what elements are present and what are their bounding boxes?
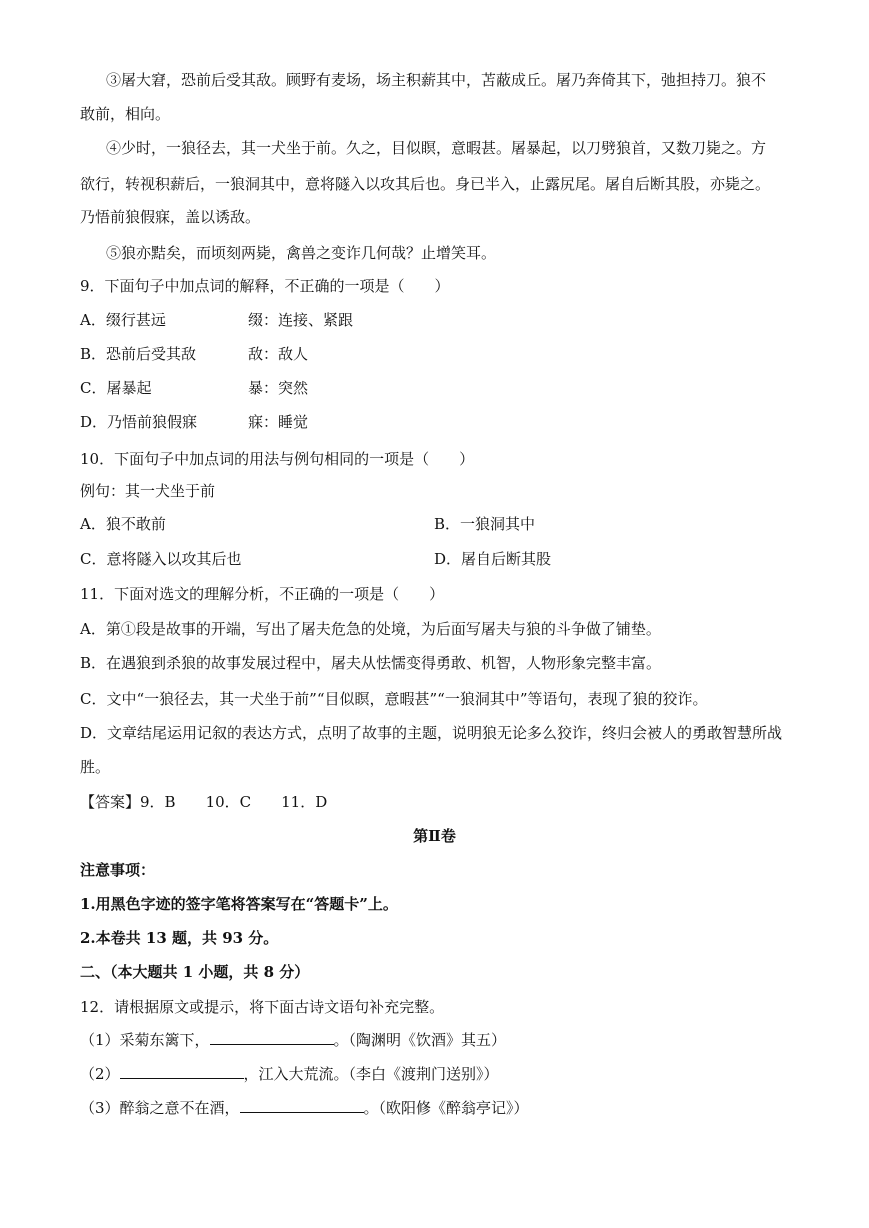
q10-option-d: D．屠自后断其股 — [434, 550, 552, 568]
q10-option-c: C．意将隧入以攻其后也 — [80, 550, 242, 568]
passage-paragraph-4-cont2: 乃悟前狼假寐，盖以诱敌。 — [80, 208, 261, 226]
q11-option-a: A．第①段是故事的开端，写出了屠夫危急的处境，为后面写屠夫与狼的斗争做了铺垫。 — [80, 620, 661, 638]
q9-option-c-gloss: 暴：突然 — [248, 379, 309, 397]
passage-paragraph-3: ③屠大窘，恐前后受其敌。顾野有麦场，场主积薪其中，苫蔽成丘。屠乃奔倚其下，弛担持刀。狼不 — [106, 71, 767, 89]
notice-title: 注意事项： — [80, 861, 156, 879]
q11-option-d-cont: 胜。 — [80, 758, 111, 776]
answer-key: 【答案】9．B 10．C 11．D — [80, 793, 328, 811]
q12-item-3-suffix: 。（欧阳修《醉翁亭记》） — [363, 1099, 529, 1117]
q12-item-1-suffix: 。（陶渊明《饮酒》其五） — [333, 1031, 507, 1049]
notice-item-2: 2.本卷共 13 题，共 93 分。 — [80, 929, 279, 947]
question-12-stem: 12．请根据原文或提示，将下面古诗文语句补充完整。 — [80, 998, 445, 1016]
question-10-stem: 10．下面句子中加点词的用法与例句相同的一项是（ ） — [80, 450, 475, 468]
q9-option-d-gloss: 寐：睡觉 — [248, 413, 309, 431]
q9-option-b: B．恐前后受其敌 — [80, 345, 197, 363]
passage-paragraph-4-cont: 欲行，转视积薪后，一狼洞其中，意将隧入以攻其后也。身已半入，止露尻尾。屠自后断其股，亦毙之。 — [80, 175, 771, 193]
notice-item-1: 1.用黑色字迹的签字笔将答案写在“答题卡”上。 — [80, 895, 398, 913]
q10-option-b: B．一狼洞其中 — [434, 515, 536, 533]
passage-paragraph-3-cont: 敢前，相向。 — [80, 105, 171, 123]
q12-item-1 — [80, 1030, 506, 1050]
section-title: 第Ⅱ卷 — [413, 827, 456, 845]
passage-paragraph-5: ⑤狼亦黠矣，而顷刻两毙，禽兽之变诈几何哉？止增笑耳。 — [106, 244, 497, 262]
q12-item-2-prefix: （2） — [80, 1065, 120, 1083]
q12-item-2 — [80, 1064, 499, 1084]
q9-option-a: A．缀行甚远 — [80, 311, 166, 329]
part-title: 二、（本大题共 1 小题，共 8 分） — [80, 963, 310, 981]
q12-item-2-blank[interactable] — [120, 1064, 244, 1079]
passage-paragraph-4: ④少时，一狼径去，其一犬坐于前。久之，目似瞑，意暇甚。屠暴起，以刀劈狼首，又数刀毙之。方 — [106, 139, 767, 157]
q12-item-1-blank[interactable] — [210, 1030, 334, 1045]
q12-item-1-prefix: （1）采菊东篱下， — [80, 1031, 210, 1049]
question-9-stem: 9．下面句子中加点词的解释，不正确的一项是（ ） — [80, 277, 450, 295]
q9-option-d: D．乃悟前狼假寐 — [80, 413, 198, 431]
q11-option-c: C．文中“一狼径去，其一犬坐于前”“目似瞑，意暇甚”“一狼洞其中”等语句，表现了狼的狡诈。 — [80, 690, 708, 708]
q12-item-2-suffix: ，江入大荒流。（李白《渡荆门送别》） — [243, 1065, 499, 1083]
q11-option-b: B．在遇狼到杀狼的故事发展过程中，屠夫从怯懦变得勇敢、机智，人物形象完整丰富。 — [80, 654, 662, 672]
q12-item-3-prefix: （3）醉翁之意不在酒， — [80, 1099, 240, 1117]
q12-item-3-blank[interactable] — [240, 1098, 364, 1113]
q10-option-a: A．狼不敢前 — [80, 515, 166, 533]
q12-item-3 — [80, 1098, 529, 1118]
q11-option-d: D．文章结尾运用记叙的表达方式，点明了故事的主题，说明狼无论多么狡诈，终归会被人的勇敢智慧所战 — [80, 724, 783, 742]
q9-option-c: C．屠暴起 — [80, 379, 152, 397]
question-11-stem: 11．下面对选文的理解分析，不正确的一项是（ ） — [80, 585, 445, 603]
question-10-example: 例句：其一犬坐于前 — [80, 482, 216, 500]
q9-option-a-gloss: 缀：连接、紧跟 — [248, 311, 354, 329]
q9-option-b-gloss: 敌：敌人 — [248, 345, 309, 363]
